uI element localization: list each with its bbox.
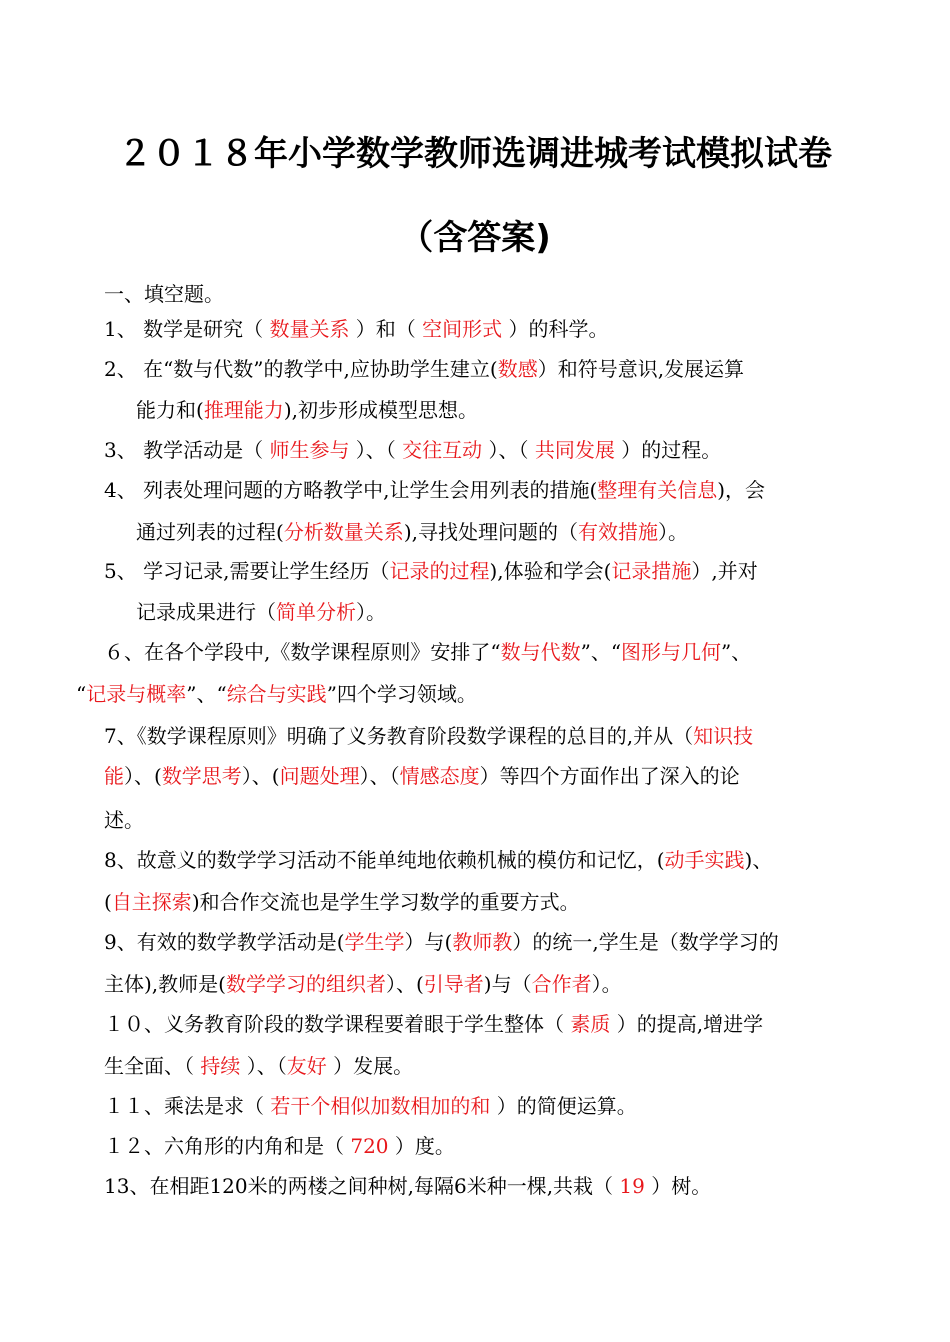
answer-text: 自主探索 (111, 890, 192, 914)
question-text: ）发展。 (326, 1054, 414, 1078)
question-text: ）的过程。 (614, 438, 722, 462)
question-text: ”、“ (580, 640, 622, 664)
answer-text: 师生参与 (269, 438, 350, 462)
title-line-2: （含答案) (399, 218, 551, 258)
answer-text: 数感 (497, 357, 538, 381)
question-text: ）和符号意识,发展运算 (537, 357, 745, 381)
section-heading: 一、填空题。 (104, 282, 224, 306)
question-text: ）与( (404, 930, 453, 954)
question-text: ),体验和学会( (489, 559, 612, 583)
question-text: ）的科学。 (502, 317, 609, 341)
answer-text: 共同发展 (534, 438, 615, 462)
question-text: １１、乘法是求（ (104, 1094, 271, 1118)
question-text: 7、《数学课程原则》明确了义务教育阶段数学课程的总目的,并从（ (104, 724, 694, 748)
question-text: 4、 列表处理问题的方略教学中,让学生会用列表的措施( (104, 478, 598, 502)
question-text: ）、( (385, 972, 424, 996)
question-line (104, 1172, 711, 1200)
answer-text: 动手实践 (664, 848, 745, 872)
question-line (104, 888, 580, 916)
question-text: ）。 (356, 600, 386, 624)
question-text: ）、（ (240, 1054, 287, 1078)
question-text: ）等四个方面作出了深入的论 (479, 764, 740, 788)
question-line (104, 762, 740, 790)
question-text: ）、( (124, 764, 162, 788)
question-text: ),初步形成模型思想。 (283, 398, 478, 422)
answer-text: 整理有关信息 (597, 478, 718, 502)
question-text: １０、义务教育阶段的数学课程要着眼于学生整体（ (104, 1012, 571, 1036)
question-text: 9、有效的数学教学活动是( (104, 930, 345, 954)
answer-text: 数与代数 (500, 640, 581, 664)
answer-text: 问题处理 (279, 764, 360, 788)
answer-text: 数量关系 (269, 317, 350, 341)
answer-text: 空间形式 (422, 317, 503, 341)
question-text: ”四个学习领域。 (326, 682, 477, 706)
question-text: ）。 (657, 520, 688, 544)
question-text: ６、在各个学段中,《数学课程原则》安排了“ (104, 640, 501, 664)
question-line (136, 396, 478, 424)
answer-text: 有效措施 (577, 520, 658, 544)
answer-text: 推理能力 (203, 398, 284, 422)
answer-text: 知识技 (693, 724, 754, 748)
question-line (104, 436, 721, 464)
question-line (104, 1132, 455, 1160)
answer-text: 记录的过程 (389, 559, 490, 583)
answer-text: 能 (104, 764, 124, 788)
question-text: ）、（ (359, 764, 400, 788)
question-text: ）和（ (349, 317, 423, 341)
question-line (104, 970, 622, 998)
question-text: ）、（ (482, 438, 535, 462)
question-line (104, 1052, 413, 1080)
question-line (136, 518, 688, 546)
question-line (104, 806, 144, 834)
question-line (104, 476, 765, 504)
question-line (104, 315, 609, 343)
question-text: ）度。 (388, 1134, 455, 1158)
question-text: 述。 (104, 808, 144, 832)
question-text: 生全面、（ (104, 1054, 201, 1078)
question-text: )和合作交流也是学生学习数学的重要方式。 (191, 890, 580, 914)
question-text: 5、 学习记录,需要让学生经历（ (104, 559, 390, 583)
question-line (136, 598, 386, 626)
question-text: ”、“ (186, 682, 227, 706)
question-text: ）,并对 (691, 559, 758, 583)
question-text: 13、在相距120米的两楼之间种树,每隔6米种一棵,共栽（ (104, 1174, 620, 1198)
answer-text: 记录与概率 (86, 682, 187, 706)
question-text: 记录成果进行（ (136, 600, 276, 624)
answer-text: 记录措施 (611, 559, 692, 583)
question-text: ( (104, 890, 112, 914)
answer-text: 720 (350, 1134, 389, 1158)
question-line (104, 846, 772, 874)
question-text: 3、 教学活动是（ (104, 438, 270, 462)
answer-text: 分析数量关系 (283, 520, 404, 544)
answer-text: 数学思考 (161, 764, 242, 788)
answer-text: 引导者 (423, 972, 484, 996)
answer-text: 持续 (200, 1054, 241, 1078)
question-line (104, 928, 779, 956)
question-line (104, 355, 744, 383)
question-text: ),寻找处理问题的（ (403, 520, 578, 544)
question-text: ）的简便运算。 (490, 1094, 637, 1118)
question-line (76, 680, 477, 708)
question-text: )与（ (483, 972, 532, 996)
question-text: 2、 在“数与代数”的教学中,应协助学生建立( (104, 357, 498, 381)
question-text: ）、（ (349, 438, 403, 462)
question-text: 能力和( (136, 398, 204, 422)
answer-text: 合作者 (531, 972, 592, 996)
answer-text: 教师教 (452, 930, 513, 954)
question-text: )、 (744, 848, 773, 872)
question-text: 1、 数学是研究（ (104, 317, 270, 341)
answer-text: 友好 (286, 1054, 327, 1078)
question-text: 主体),教师是( (104, 972, 226, 996)
question-text: 8、故意义的数学学习活动不能单纯地依赖机械的模仿和记忆，( (104, 848, 665, 872)
title-line-1: ２０１８年小学数学教师选调进城考试模拟试卷 (118, 134, 832, 174)
question-text: 通过列表的过程( (136, 520, 284, 544)
question-line (104, 722, 753, 750)
question-text: ）的提高,增进学 (610, 1012, 764, 1036)
question-text: ）。 (591, 972, 622, 996)
answer-text: 简单分析 (276, 600, 356, 624)
question-text: ”、 (721, 640, 752, 664)
answer-text: 情感态度 (399, 764, 480, 788)
question-text: ）、( (241, 764, 280, 788)
question-line (104, 1092, 637, 1120)
question-line (104, 638, 751, 666)
question-text: “ (76, 682, 87, 706)
answer-text: 交往互动 (402, 438, 483, 462)
answer-text: 19 (619, 1174, 645, 1198)
question-text: )，会 (717, 478, 766, 502)
question-text: ）的统一,学生是（数学学习的 (512, 930, 779, 954)
answer-text: 图形与几何 (621, 640, 722, 664)
answer-text: 学生学 (344, 930, 405, 954)
answer-text: 若干个相似加数相加的和 (270, 1094, 491, 1118)
answer-text: 数学学习的组织者 (225, 972, 386, 996)
question-text: ）树。 (644, 1174, 712, 1198)
question-line (104, 557, 758, 585)
answer-text: 综合与实践 (226, 682, 327, 706)
question-text: １２、六角形的内角和是（ (104, 1134, 351, 1158)
question-line (104, 1010, 763, 1038)
answer-text: 素质 (570, 1012, 611, 1036)
